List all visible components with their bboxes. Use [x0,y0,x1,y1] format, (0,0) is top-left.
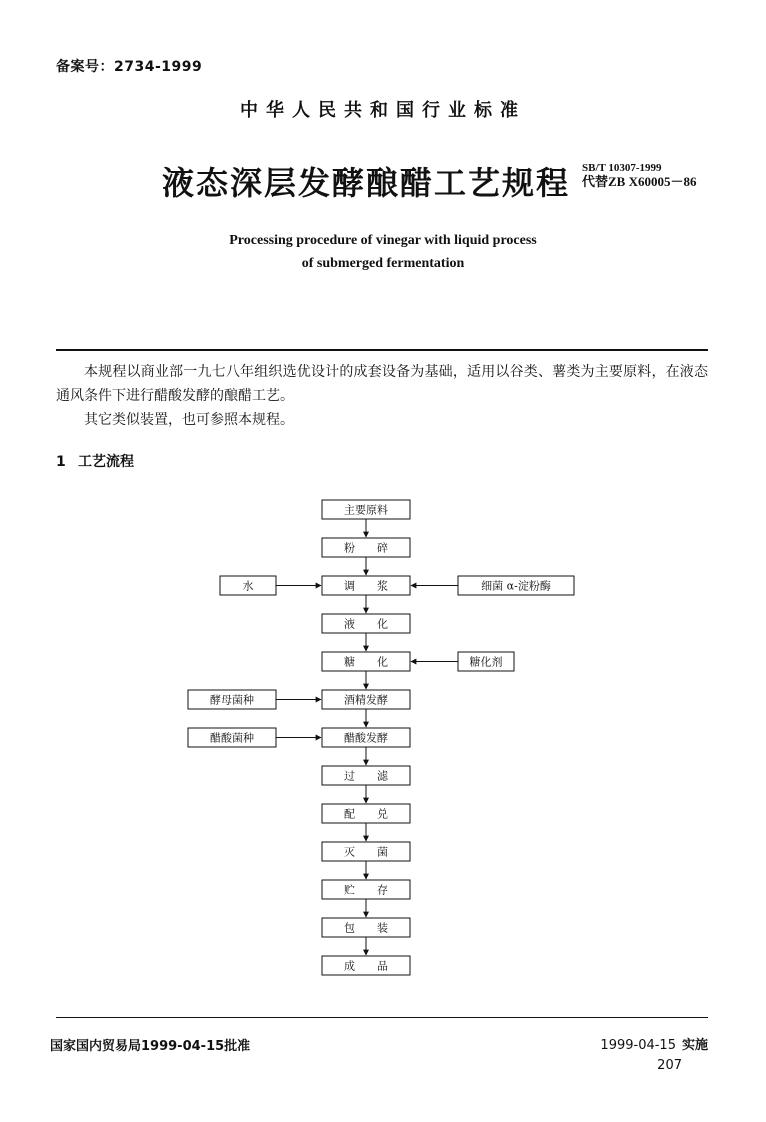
flow-step-label: 过 滤 [344,769,388,783]
flow-step [322,576,410,595]
implementation-label: 实施 [681,1038,708,1053]
flow-step [322,728,410,747]
flow-step-label: 配 兑 [344,807,388,821]
flow-step-label: 液 化 [344,617,388,631]
flow-step-label: 醋酸发酵 [344,731,388,745]
flow-step [322,804,410,823]
standard-code: SB/T 10307-1999 [582,162,662,174]
flow-input-label: 细菌 α-淀粉酶 [481,579,551,593]
flow-step-label: 调 浆 [344,579,388,593]
applicability-paragraph: 其它类似装置，也可参照本规程。 [84,412,294,428]
standard-title: 液态深层发酵酿醋工艺规程 [162,164,571,202]
footer-divider [56,1017,708,1018]
flow-input [411,576,574,595]
approval-statement: 国家国内贸易局1999-04-15批准 [50,1039,251,1054]
flow-step-label: 贮 存 [344,883,388,897]
implementation-statement [600,1034,708,1053]
flow-step-label: 灭 菌 [344,845,388,859]
flow-step [322,842,410,861]
flow-input [411,652,514,671]
flow-step [322,766,410,785]
flow-step-label: 包 装 [344,921,388,935]
industry-standard-heading: 中华人民共和国行业标准 [240,100,526,121]
english-title-line-1: Processing procedure of vinegar with liquid process [229,233,537,248]
flow-step [322,500,410,519]
flow-step-label: 成 品 [344,959,388,973]
page-number: 207 [657,1058,682,1073]
replaces-code: 代替ZB X60005－86 [582,173,697,189]
flow-step [322,918,410,937]
section-number: 1 [56,454,66,470]
flow-input [220,576,321,595]
flow-step [322,880,410,899]
flow-step-label: 粉 碎 [344,541,388,555]
flow-step-label: 糖 化 [344,655,388,669]
scope-paragraph: 本规程以商业部一九七八年组织选优设计的成套设备为基础，适用以谷类、薯类为主要原料，在液态通风条件下进行醋酸发酵的酿醋工艺。 [56,364,708,404]
implementation-date: 1999-04-15 [600,1038,676,1053]
flow-step [322,652,410,671]
flow-step [322,690,410,709]
flow-step-label: 酒精发酵 [344,693,388,707]
flow-input [188,728,321,747]
flow-step [322,956,410,975]
flow-input-label: 酵母菌种 [210,693,254,707]
flow-step [322,538,410,557]
record-number: 备案号：2734-1999 [56,59,203,75]
flow-step-label: 主要原料 [344,503,388,517]
flow-input-label: 水 [242,579,254,593]
flow-step [322,614,410,633]
section-title: 工艺流程 [78,454,134,470]
flow-input [188,690,321,709]
english-title-line-2: of submerged fermentation [301,256,465,271]
flow-input-label: 醋酸菌种 [210,731,254,745]
flow-input-label: 糖化剂 [469,655,503,669]
